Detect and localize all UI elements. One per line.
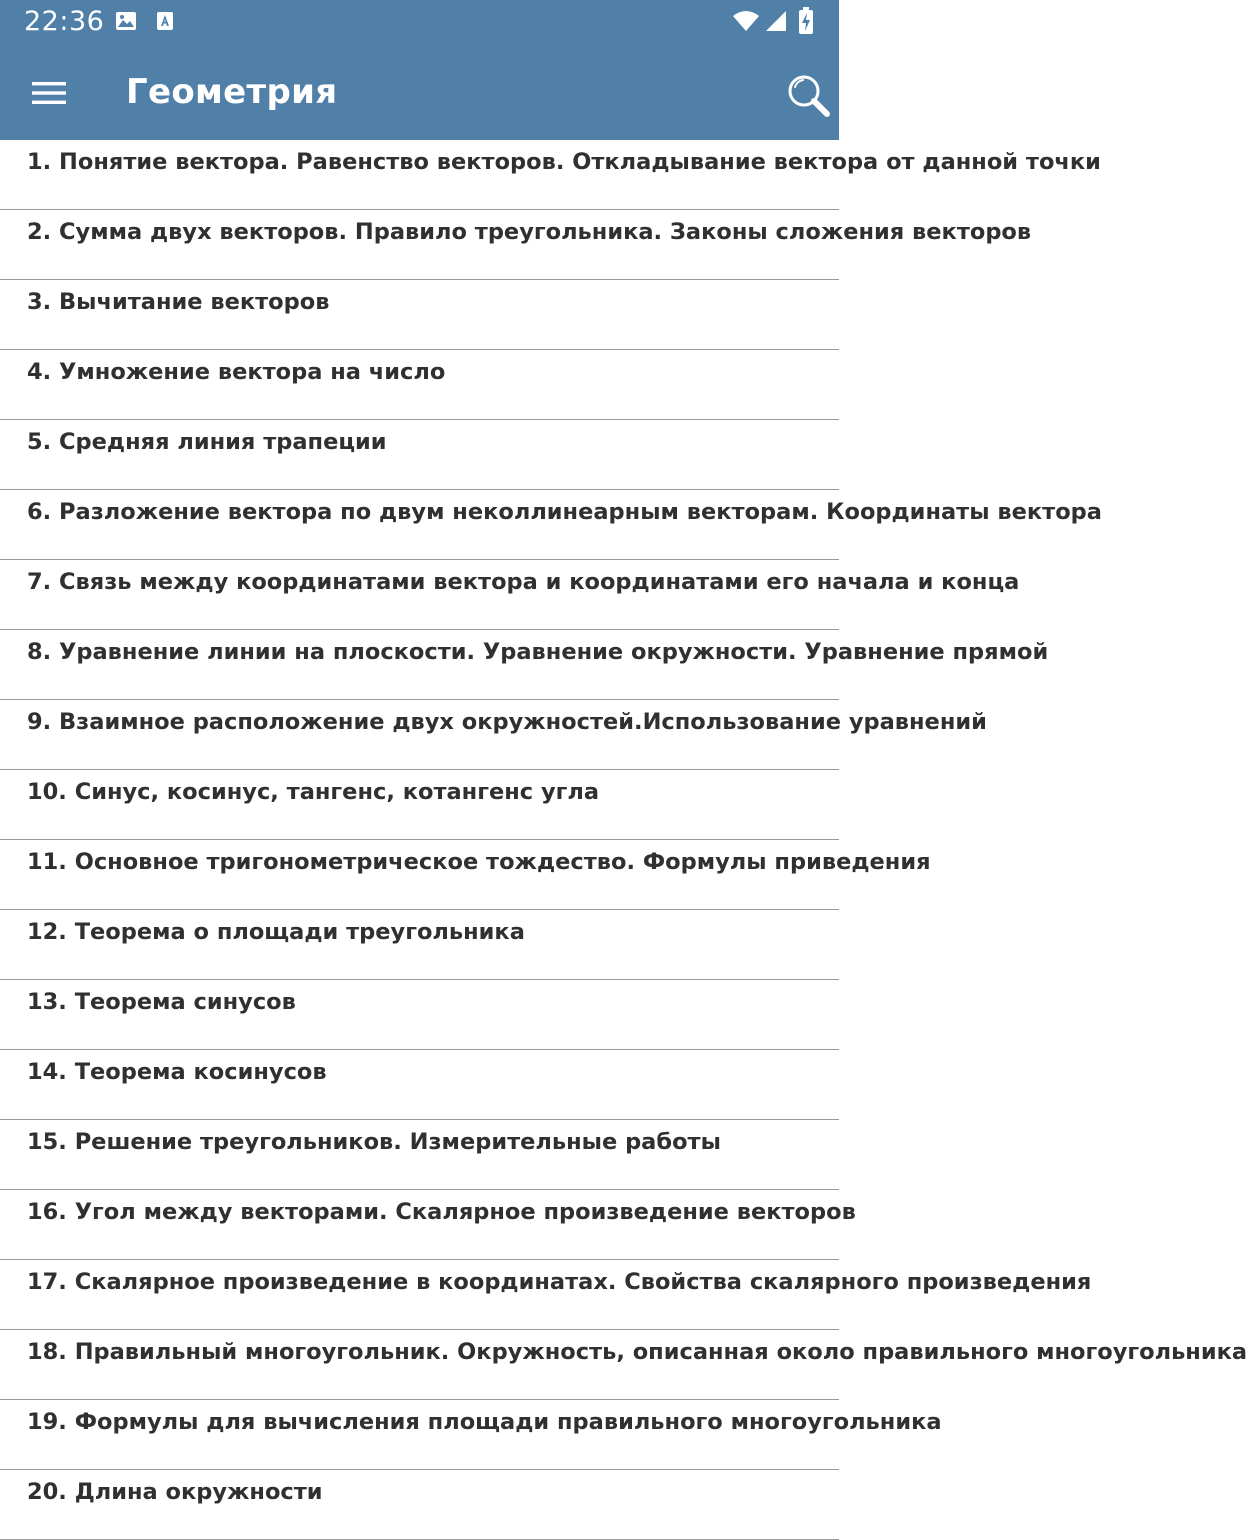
topic-list-item[interactable] — [0, 210, 1032, 280]
hamburger-menu-icon[interactable] — [22, 66, 76, 120]
topic-list-item[interactable] — [0, 420, 839, 490]
wifi-icon — [732, 9, 760, 38]
topic-list-item[interactable] — [0, 910, 839, 980]
topic-list-item[interactable] — [0, 1120, 839, 1190]
topic-list-item[interactable] — [0, 560, 1020, 630]
search-icon[interactable] — [783, 70, 835, 122]
image-notification-icon — [115, 11, 137, 36]
topic-label: 10. Синус, косинус, тангенс, котангенс угла — [27, 779, 600, 805]
topic-label: 7. Связь между координатами вектора и координатами его начала и конца — [27, 569, 1020, 595]
status-time: 22:36 — [24, 6, 105, 37]
topic-label: 3. Вычитание векторов — [27, 289, 330, 315]
topic-label: 12. Теорема о площади треугольника — [27, 919, 525, 945]
topic-list-item[interactable] — [0, 1260, 1092, 1330]
topic-label: 16. Угол между векторами. Скалярное произведение векторов — [27, 1199, 856, 1225]
topic-label: 20. Длина окружности — [27, 1479, 323, 1505]
topic-list-item[interactable] — [0, 980, 839, 1050]
topic-list-item[interactable] — [0, 1470, 839, 1540]
app-bar — [0, 44, 839, 140]
topic-label: 5. Средняя линия трапеции — [27, 429, 387, 455]
topic-list-item[interactable] — [0, 770, 839, 840]
status-bar — [0, 0, 839, 44]
topic-list-item[interactable] — [0, 280, 839, 350]
topic-list-item[interactable] — [0, 350, 839, 420]
topic-label: 17. Скалярное произведение в координатах. Свойства скалярного произведения — [27, 1269, 1092, 1295]
topic-label: 4. Умножение вектора на число — [27, 359, 446, 385]
topic-label: 6. Разложение вектора по двум неколлинеарным векторам. Координаты вектора — [27, 499, 1102, 525]
battery-charging-icon — [798, 7, 814, 40]
topic-label: 9. Взаимное расположение двух окружностей.Использование уравнений — [27, 709, 987, 735]
topic-list-item[interactable] — [0, 700, 987, 770]
cellular-signal-icon — [764, 9, 788, 38]
topic-list-item[interactable] — [0, 140, 1101, 210]
topic-label: 11. Основное тригонометрическое тождество. Формулы приведения — [27, 849, 931, 875]
topic-list-item[interactable] — [0, 1050, 839, 1120]
page-title: Геометрия — [126, 72, 338, 112]
topic-label: 13. Теорема синусов — [27, 989, 296, 1015]
topic-label: 15. Решение треугольников. Измерительные работы — [27, 1129, 721, 1155]
topic-list-item[interactable] — [0, 490, 1102, 560]
topic-label: 8. Уравнение линии на плоскости. Уравнение окружности. Уравнение прямой — [27, 639, 1049, 665]
topic-label: 1. Понятие вектора. Равенство векторов. Откладывание вектора от данной точки — [27, 149, 1101, 175]
topic-list-item[interactable] — [0, 630, 1049, 700]
text-notification-icon — [156, 11, 174, 36]
topic-list-item[interactable] — [0, 840, 931, 910]
topic-label: 18. Правильный многоугольник. Окружность, описанная около правильного многоугольника — [27, 1339, 1247, 1365]
topic-label: 14. Теорема косинусов — [27, 1059, 327, 1085]
topic-list — [0, 140, 1247, 1540]
topic-list-item[interactable] — [0, 1190, 856, 1260]
topic-label: 2. Сумма двух векторов. Правило треугольника. Законы сложения векторов — [27, 219, 1032, 245]
topic-label: 19. Формулы для вычисления площади правильного многоугольника — [27, 1409, 942, 1435]
topic-list-item[interactable] — [0, 1330, 1247, 1400]
topic-list-item[interactable] — [0, 1400, 942, 1470]
